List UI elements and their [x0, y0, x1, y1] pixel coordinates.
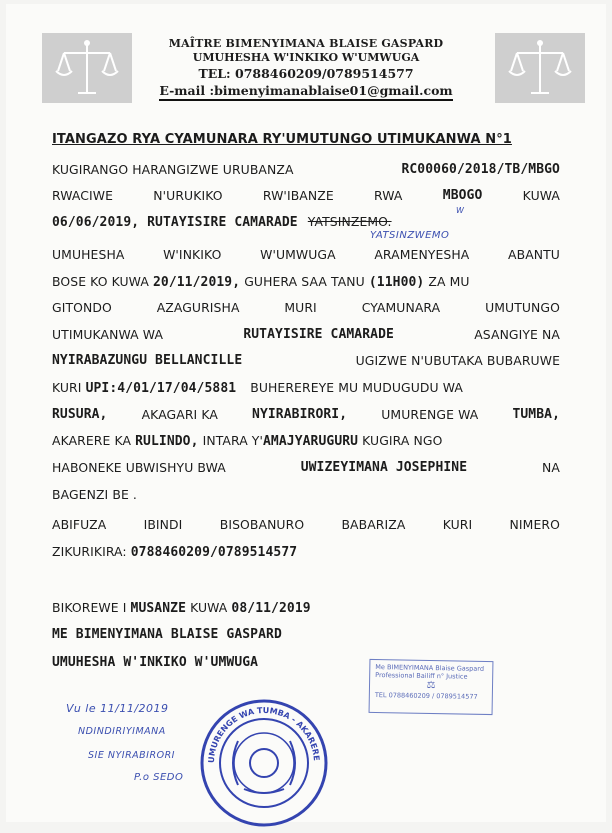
text: KURI — [52, 380, 82, 395]
text: BISOBANURO — [219, 517, 305, 532]
text: AKAGARI KA — [141, 407, 218, 422]
village: RUSURA, — [52, 407, 108, 422]
body-line-4 — [52, 247, 560, 262]
body-line-2 — [52, 188, 560, 203]
official-seal — [198, 697, 330, 829]
body-line-5 — [52, 274, 560, 290]
auction-time: (11H00) — [368, 275, 425, 290]
text: GUHERA SAA TANU — [244, 274, 365, 289]
phone-numbers: 0788460209/0789514577 — [130, 545, 298, 560]
text: W'INKIKO — [163, 247, 222, 262]
creditor-name: UWIZEYIMANA JOSEPHINE — [300, 460, 468, 475]
header-email — [0, 83, 612, 98]
text: UGIZWE N'UBUTAKA BUBARUWE — [355, 353, 560, 368]
text: KUWA — [522, 188, 560, 203]
text: W'UMWUGA — [260, 247, 336, 262]
header-role: UMUHESHA W'INKIKO W'UMWUGA — [192, 51, 420, 64]
text: CYAMUNARA — [361, 300, 441, 315]
body-line-7 — [52, 327, 560, 342]
text: IBINDI — [143, 517, 183, 532]
svg-text:UMURENGE WA TUMBA - AKARERE KA — [198, 697, 321, 764]
body-line-1 — [52, 162, 560, 177]
stamp-line-2: Professional Bailiff n° Justice — [375, 671, 468, 681]
date: 08/11/2019 — [231, 601, 311, 616]
text: UMURENGE WA — [381, 407, 479, 422]
text: KUWA — [190, 600, 228, 615]
struck-word: YATSINZEMO. — [307, 214, 392, 229]
sector: TUMBA, — [512, 407, 560, 422]
header-phone: TEL: 0788460209/0789514577 — [198, 66, 414, 81]
court-name: MBOGO — [442, 188, 483, 203]
body-line-12 — [52, 460, 560, 475]
date-and-party: 06/06/2019, RUTAYISIRE CAMARADE — [52, 215, 298, 230]
text: ARAMENYESHA — [374, 247, 470, 262]
text: AKARERE KA — [52, 433, 132, 448]
district: RULINDO, — [135, 434, 199, 449]
body-line-13: BAGENZI BE . — [52, 487, 137, 502]
place: MUSANZE — [130, 601, 187, 616]
text: BABARIZA — [341, 517, 406, 532]
text: GITONDO — [52, 300, 112, 315]
cell: NYIRABIRORI, — [252, 407, 348, 422]
stamp-line-3: TEL 0788460209 / 0789514577 — [374, 691, 478, 701]
document-title: ITANGAZO RYA CYAMUNARA RY'UMUTUNGO UTIMUKANWA N°1 — [52, 132, 512, 147]
text: ABIFUZA — [52, 517, 107, 532]
text: INTARA Y' — [202, 433, 263, 448]
body-line-6 — [52, 300, 560, 315]
handnote-line-2: NDINDIRIYIMANA — [78, 726, 166, 737]
upi-number: UPI:4/01/17/04/5881 — [85, 381, 237, 396]
stamp-line-1: Me BIMENYIMANA Blaise Gaspard — [375, 663, 485, 673]
text: MURI — [284, 300, 317, 315]
seal-icon — [198, 697, 330, 829]
handnote-line-1: Vu le 11/11/2019 — [66, 702, 169, 715]
text: KUGIRANGO HARANGIZWE URUBANZA — [52, 162, 294, 177]
case-number: RC00060/2018/TB/MBGO — [401, 162, 560, 177]
body-line-9 — [52, 380, 560, 396]
text: BIKOREWE I — [52, 600, 127, 615]
text: ASANGIYE NA — [474, 327, 560, 342]
bailiff-stamp — [369, 659, 494, 715]
signature-name: ME BIMENYIMANA BLAISE GASPARD — [52, 627, 282, 642]
scales-icon: ⚖ — [426, 679, 436, 692]
body-line-11 — [52, 433, 560, 449]
text: ABANTU — [508, 247, 560, 262]
text: ZIKURIKIRA: — [52, 544, 127, 559]
text: NA — [542, 460, 560, 475]
text: AZAGURISHA — [156, 300, 240, 315]
text: HABONEKE UBWISHYU BWA — [52, 460, 226, 475]
text: RWACIWE — [52, 188, 114, 203]
body-line-10 — [52, 407, 560, 422]
text: UMUTUNGO — [485, 300, 560, 315]
header-email-text: E-mail :bimenyimanablaise01@gmail.com — [159, 83, 452, 101]
text: RWA — [374, 188, 403, 203]
text: RW'IBANZE — [262, 188, 334, 203]
signature-place-date — [52, 600, 560, 616]
text: UTIMUKANWA WA — [52, 327, 164, 342]
text: ZA MU — [428, 274, 470, 289]
text: NIMERO — [509, 517, 560, 532]
text: BUHEREREYE MU MUDUGUDU WA — [250, 380, 463, 395]
text: UMUHESHA — [52, 247, 125, 262]
text: N'URUKIKO — [153, 188, 223, 203]
header-name: MAÎTRE BIMENYIMANA BLAISE GASPARD — [168, 37, 444, 50]
body-line-15 — [52, 544, 560, 560]
handnote-line-3: SIE NYIRABIRORI — [88, 750, 175, 761]
text: KUGIRA NGO — [362, 433, 443, 448]
text: BOSE KO KUWA — [52, 274, 149, 289]
body-line-3 — [52, 214, 560, 230]
handwritten-insert: W — [456, 206, 465, 215]
body-line-8 — [52, 353, 560, 368]
auction-date: 20/11/2019, — [152, 275, 241, 290]
co-owner-name: NYIRABAZUNGU BELLANCILLE — [52, 353, 243, 368]
handwritten-correction: YATSINZWEMO — [370, 230, 450, 241]
handnote-line-4: P.o SEDO — [134, 772, 184, 783]
owner-name: RUTAYISIRE CAMARADE — [243, 327, 394, 342]
province: AMAJYARUGURU — [262, 434, 359, 449]
text: KURI — [442, 517, 473, 532]
seal-text: UMURENGE WA TUMBA - AKARERE — [206, 705, 321, 764]
body-line-14 — [52, 517, 560, 532]
signature-role: UMUHESHA W'INKIKO W'UMWUGA — [52, 655, 259, 670]
